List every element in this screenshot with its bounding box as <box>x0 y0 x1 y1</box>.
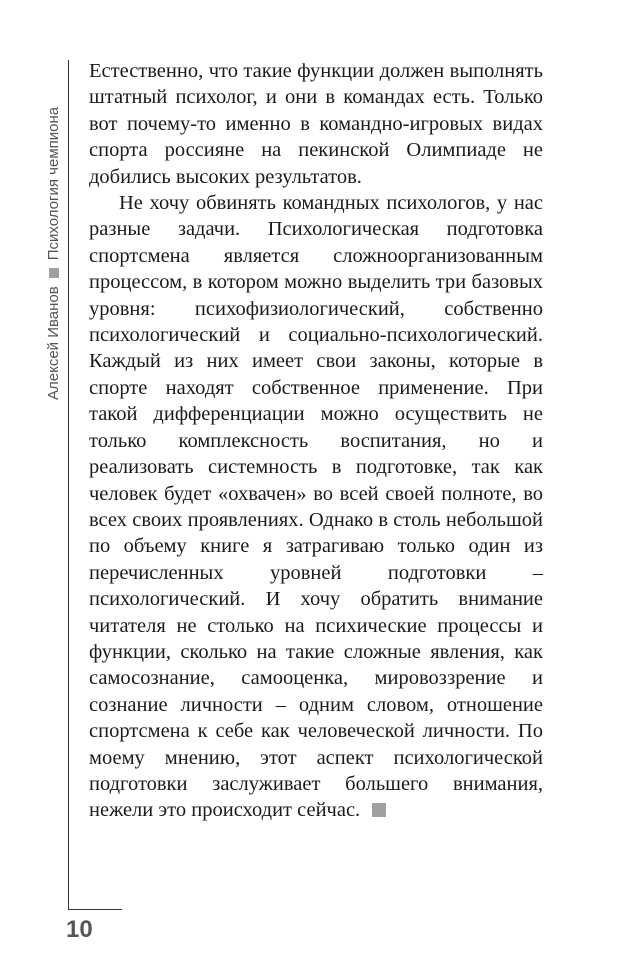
running-head-title: Психология чемпиона <box>45 106 62 261</box>
page-number: 10 <box>66 916 93 943</box>
paragraph-2 <box>89 190 543 824</box>
running-head <box>43 55 65 400</box>
paragraph-2-text: Не хочу обвинять командных психологов, у нас разные задачи. Психологическая подготовка спортсмена является сложноорганизованным процессом, в котором можно выделить три базовых уровня: психофизиологический, собственно психологический и социально-психологический. Каждый из них имеет свои законы, которые в спорте находят собственное применение. При такой дифференциации можно осуществить не только комплексность воспитания, но и реализовать системность в подготовке, так как человек будет «охвачен» во всей своей полноте, во всех своих проявлениях. Однако в столь небольшой по объему книге я затрагиваю только один из перечисленных уровней подготовки – психологический. И хочу обратить внимание читателя не столько на психические процессы и функции, сколько на такие сложные явления, как самосознание, самооценка, мировоззрение и сознание личности – одним словом, отношение спортсмена к себе как человеческой личности. По моему мнению, этот аспект психологической подготовки заслуживает большего внимания, нежели это происходит сейчас. <box>89 192 543 822</box>
footer-rule <box>68 909 122 910</box>
separator-square-icon <box>49 268 59 278</box>
body-text <box>89 58 543 824</box>
end-of-section-square-icon <box>372 803 386 817</box>
margin-rule <box>68 60 69 910</box>
paragraph-1: Естественно, что такие функции должен выполнять штатный психолог, и они в командах есть. Только вот почему-то именно в командно-игровых видах спорта россияне на пекинской Олимпиаде не добились высоких результатов. <box>89 60 543 188</box>
running-head-author: Алексей Иванов <box>45 286 62 400</box>
